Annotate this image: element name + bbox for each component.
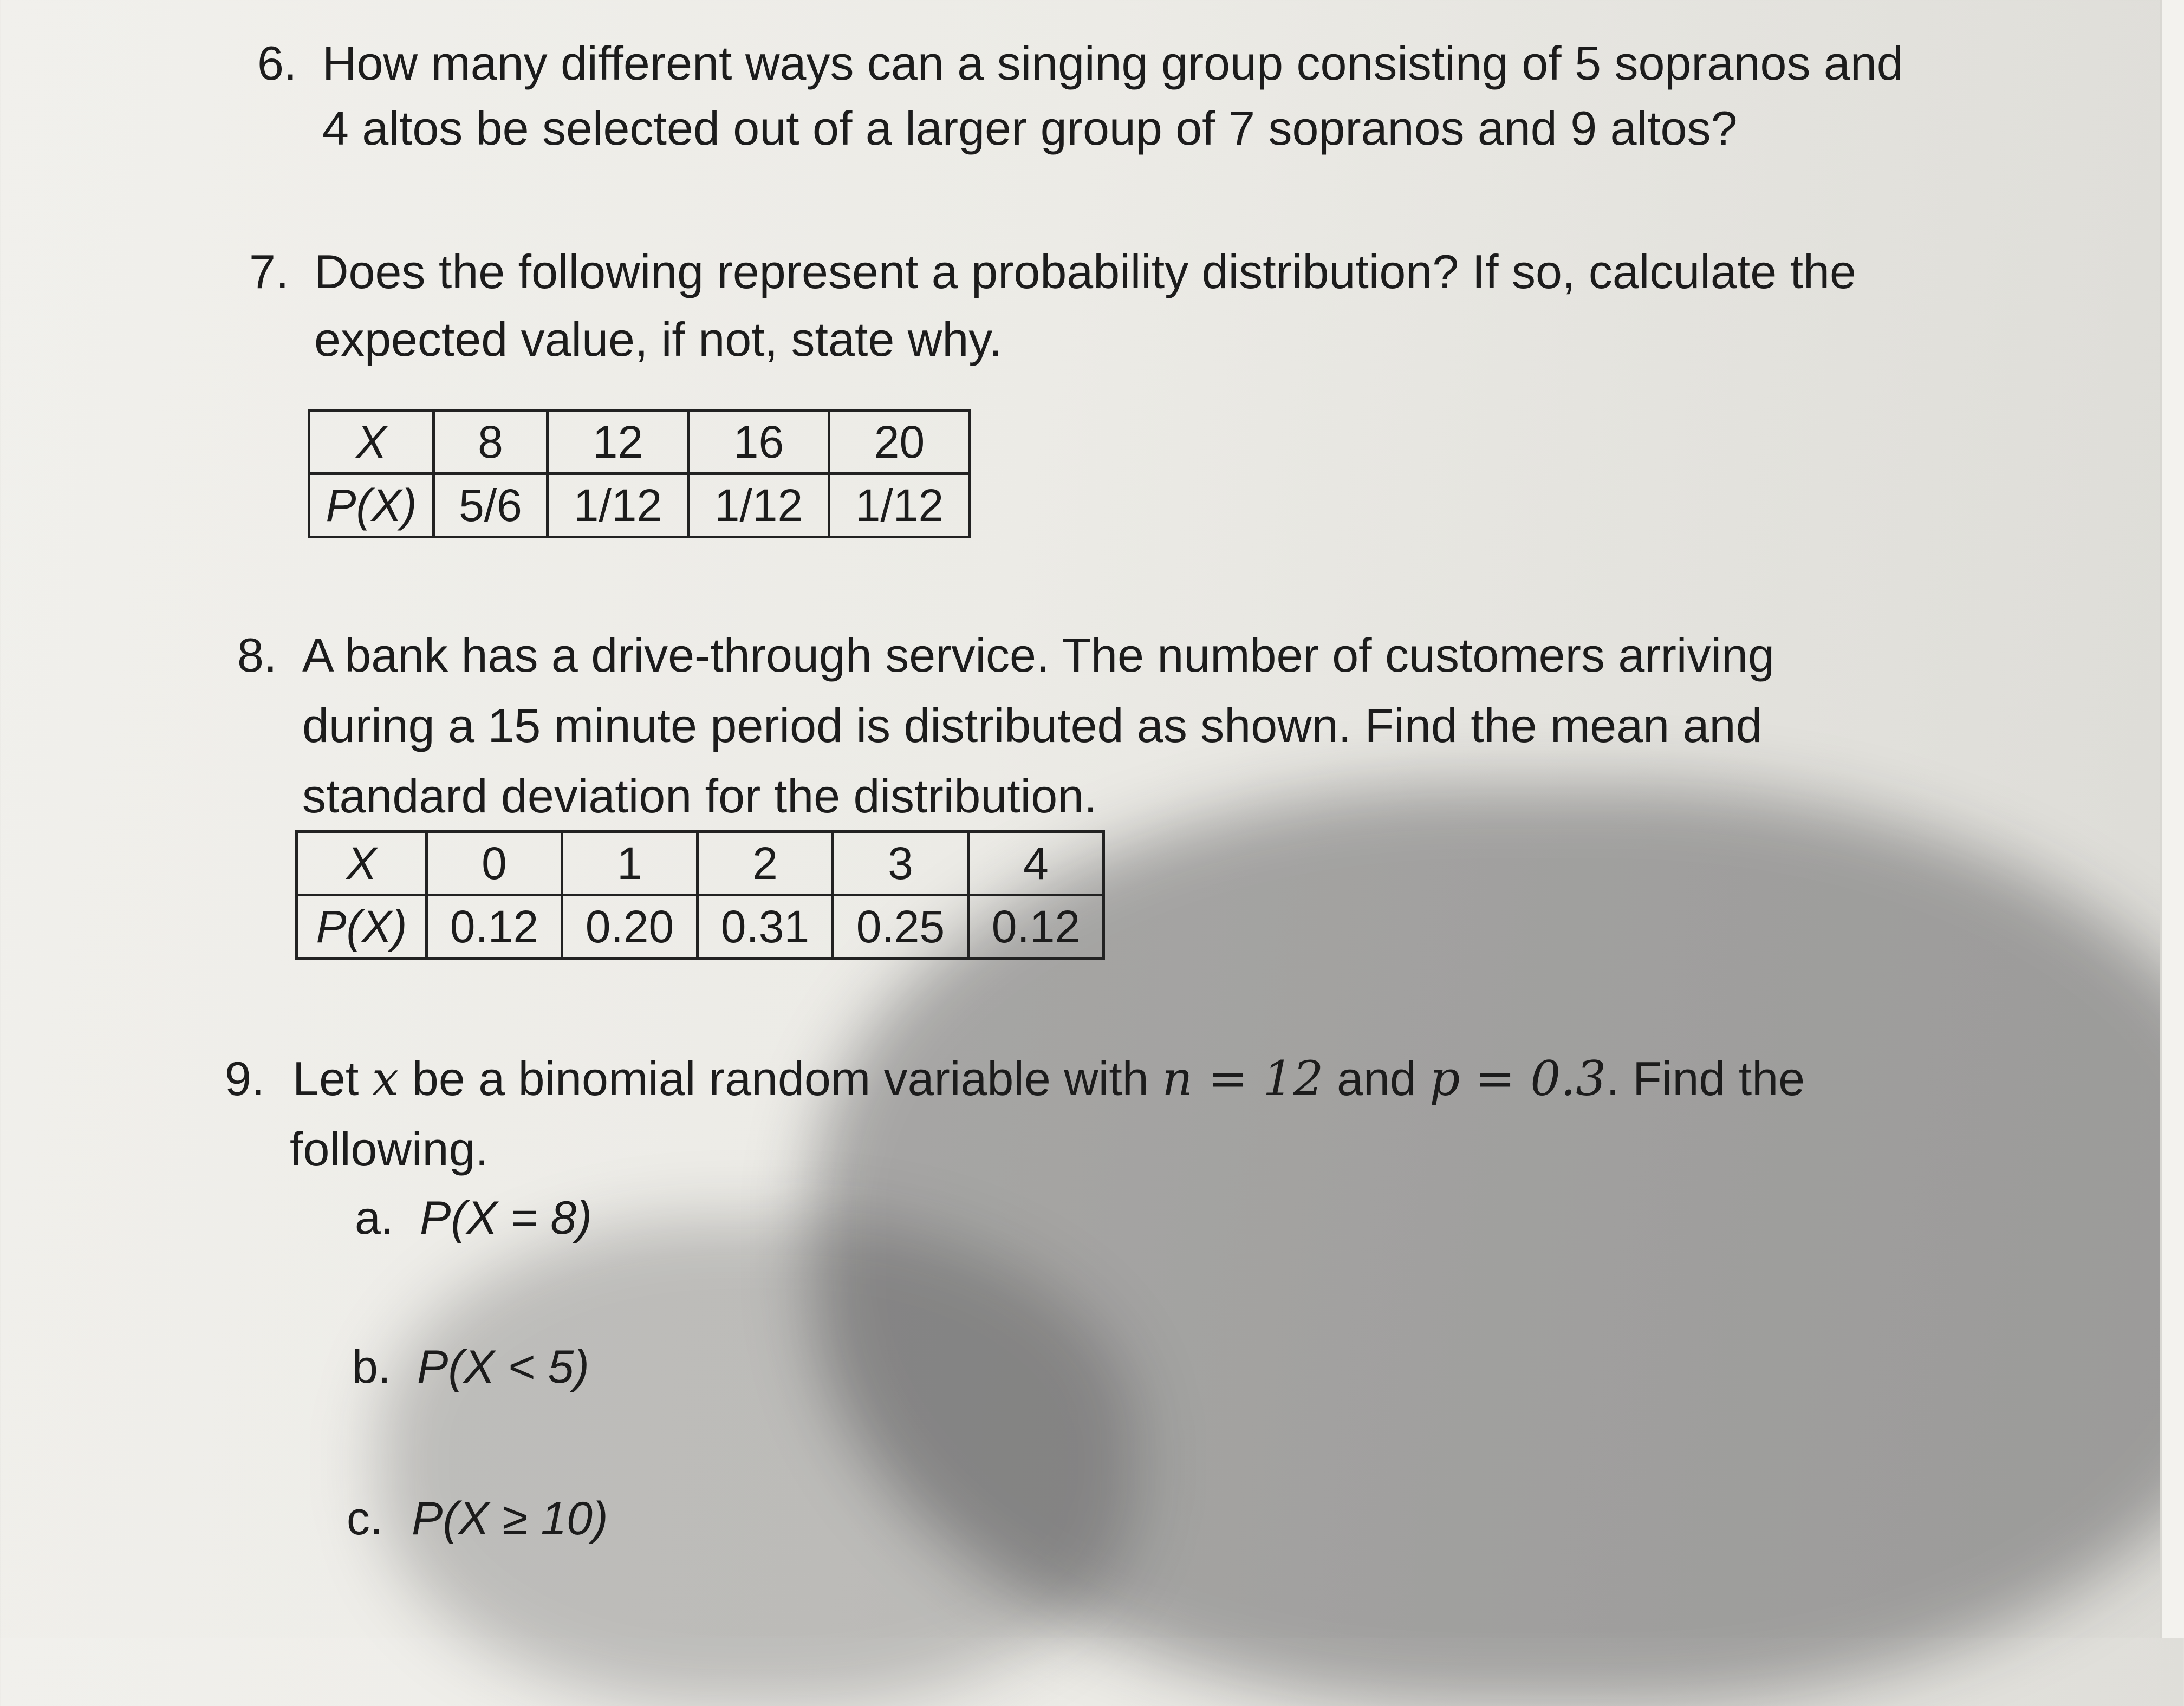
question-7 <box>249 238 1928 379</box>
question-text-part: be a binomial random variable with <box>412 1052 1149 1105</box>
table-cell: 2 <box>698 832 833 895</box>
table-cell: 0.31 <box>698 895 833 959</box>
table-cell: 0.25 <box>833 895 968 959</box>
table-row <box>309 411 970 474</box>
table-header-px: P(X) <box>309 474 434 537</box>
table-row <box>297 832 1104 895</box>
table-cell: 8 <box>434 411 548 474</box>
question-text-part: Let <box>292 1052 359 1105</box>
table-cell: 1/12 <box>688 474 829 537</box>
question-number: 7. <box>249 245 289 298</box>
table-row <box>309 474 970 537</box>
table-cell: 1/12 <box>548 474 688 537</box>
table-cell: 0.20 <box>562 895 698 959</box>
question-text: Does the following represent a probability distribution? If so, calculate the <box>314 245 1856 298</box>
distribution-table-q8 <box>295 830 1105 960</box>
question-text: How many different ways can a singing group consisting of 5 sopranos and <box>322 36 1903 90</box>
table-cell: 0 <box>427 832 562 895</box>
table-cell: 0.12 <box>427 895 562 959</box>
table-cell: 12 <box>548 411 688 474</box>
question-number: 8. <box>237 628 277 682</box>
question-text: standard deviation for the distribution. <box>302 769 1097 823</box>
table-cell: 20 <box>829 411 970 474</box>
sub-question-label: c. <box>347 1493 383 1545</box>
table-row <box>297 895 1104 959</box>
question-text: during a 15 minute period is distributed as shown. Find the mean and <box>302 699 1763 752</box>
sub-question-a <box>355 1191 592 1245</box>
table-cell: 0.12 <box>968 895 1104 959</box>
table-cell: 4 <box>968 832 1104 895</box>
sub-question-expression: P(X < 5) <box>417 1341 589 1393</box>
question-text: A bank has a drive-through service. The number of customers arriving <box>302 628 1774 682</box>
sub-question-c <box>347 1492 608 1546</box>
question-text: 4 altos be selected out of a larger group of 7 sopranos and 9 altos? <box>322 101 1738 155</box>
table-header-x: X <box>309 411 434 474</box>
sub-question-label: a. <box>355 1192 394 1244</box>
table-header-x: X <box>297 832 427 895</box>
hand-shadow-lower <box>379 1219 1138 1706</box>
table-cell: 1/12 <box>829 474 970 537</box>
distribution-table-q7 <box>308 409 971 538</box>
question-text <box>292 1045 1805 1112</box>
paper-edge <box>2160 0 2184 1638</box>
question-text-part: and <box>1336 1052 1416 1105</box>
question-8 <box>237 622 1916 833</box>
table-cell: 5/6 <box>434 474 548 537</box>
n-expression: n = 12 <box>1162 1051 1324 1106</box>
table-cell: 16 <box>688 411 829 474</box>
sub-question-expression: P(X = 8) <box>420 1192 592 1244</box>
sub-question-b <box>352 1340 589 1394</box>
question-9 <box>225 1045 1904 1191</box>
question-number: 9. <box>225 1052 265 1105</box>
question-text-part: . Find the <box>1606 1052 1805 1105</box>
p-expression: p = 0.3 <box>1429 1051 1607 1106</box>
question-6 <box>257 30 1936 171</box>
sub-question-expression: P(X ≥ 10) <box>412 1493 608 1545</box>
variable-x: x <box>372 1051 399 1106</box>
table-cell: 1 <box>562 832 698 895</box>
table-header-px: P(X) <box>297 895 427 959</box>
sub-question-label: b. <box>352 1341 391 1393</box>
table-cell: 3 <box>833 832 968 895</box>
question-text: following. <box>290 1122 489 1176</box>
question-number: 6. <box>257 36 297 90</box>
question-text: expected value, if not, state why. <box>314 312 1003 366</box>
